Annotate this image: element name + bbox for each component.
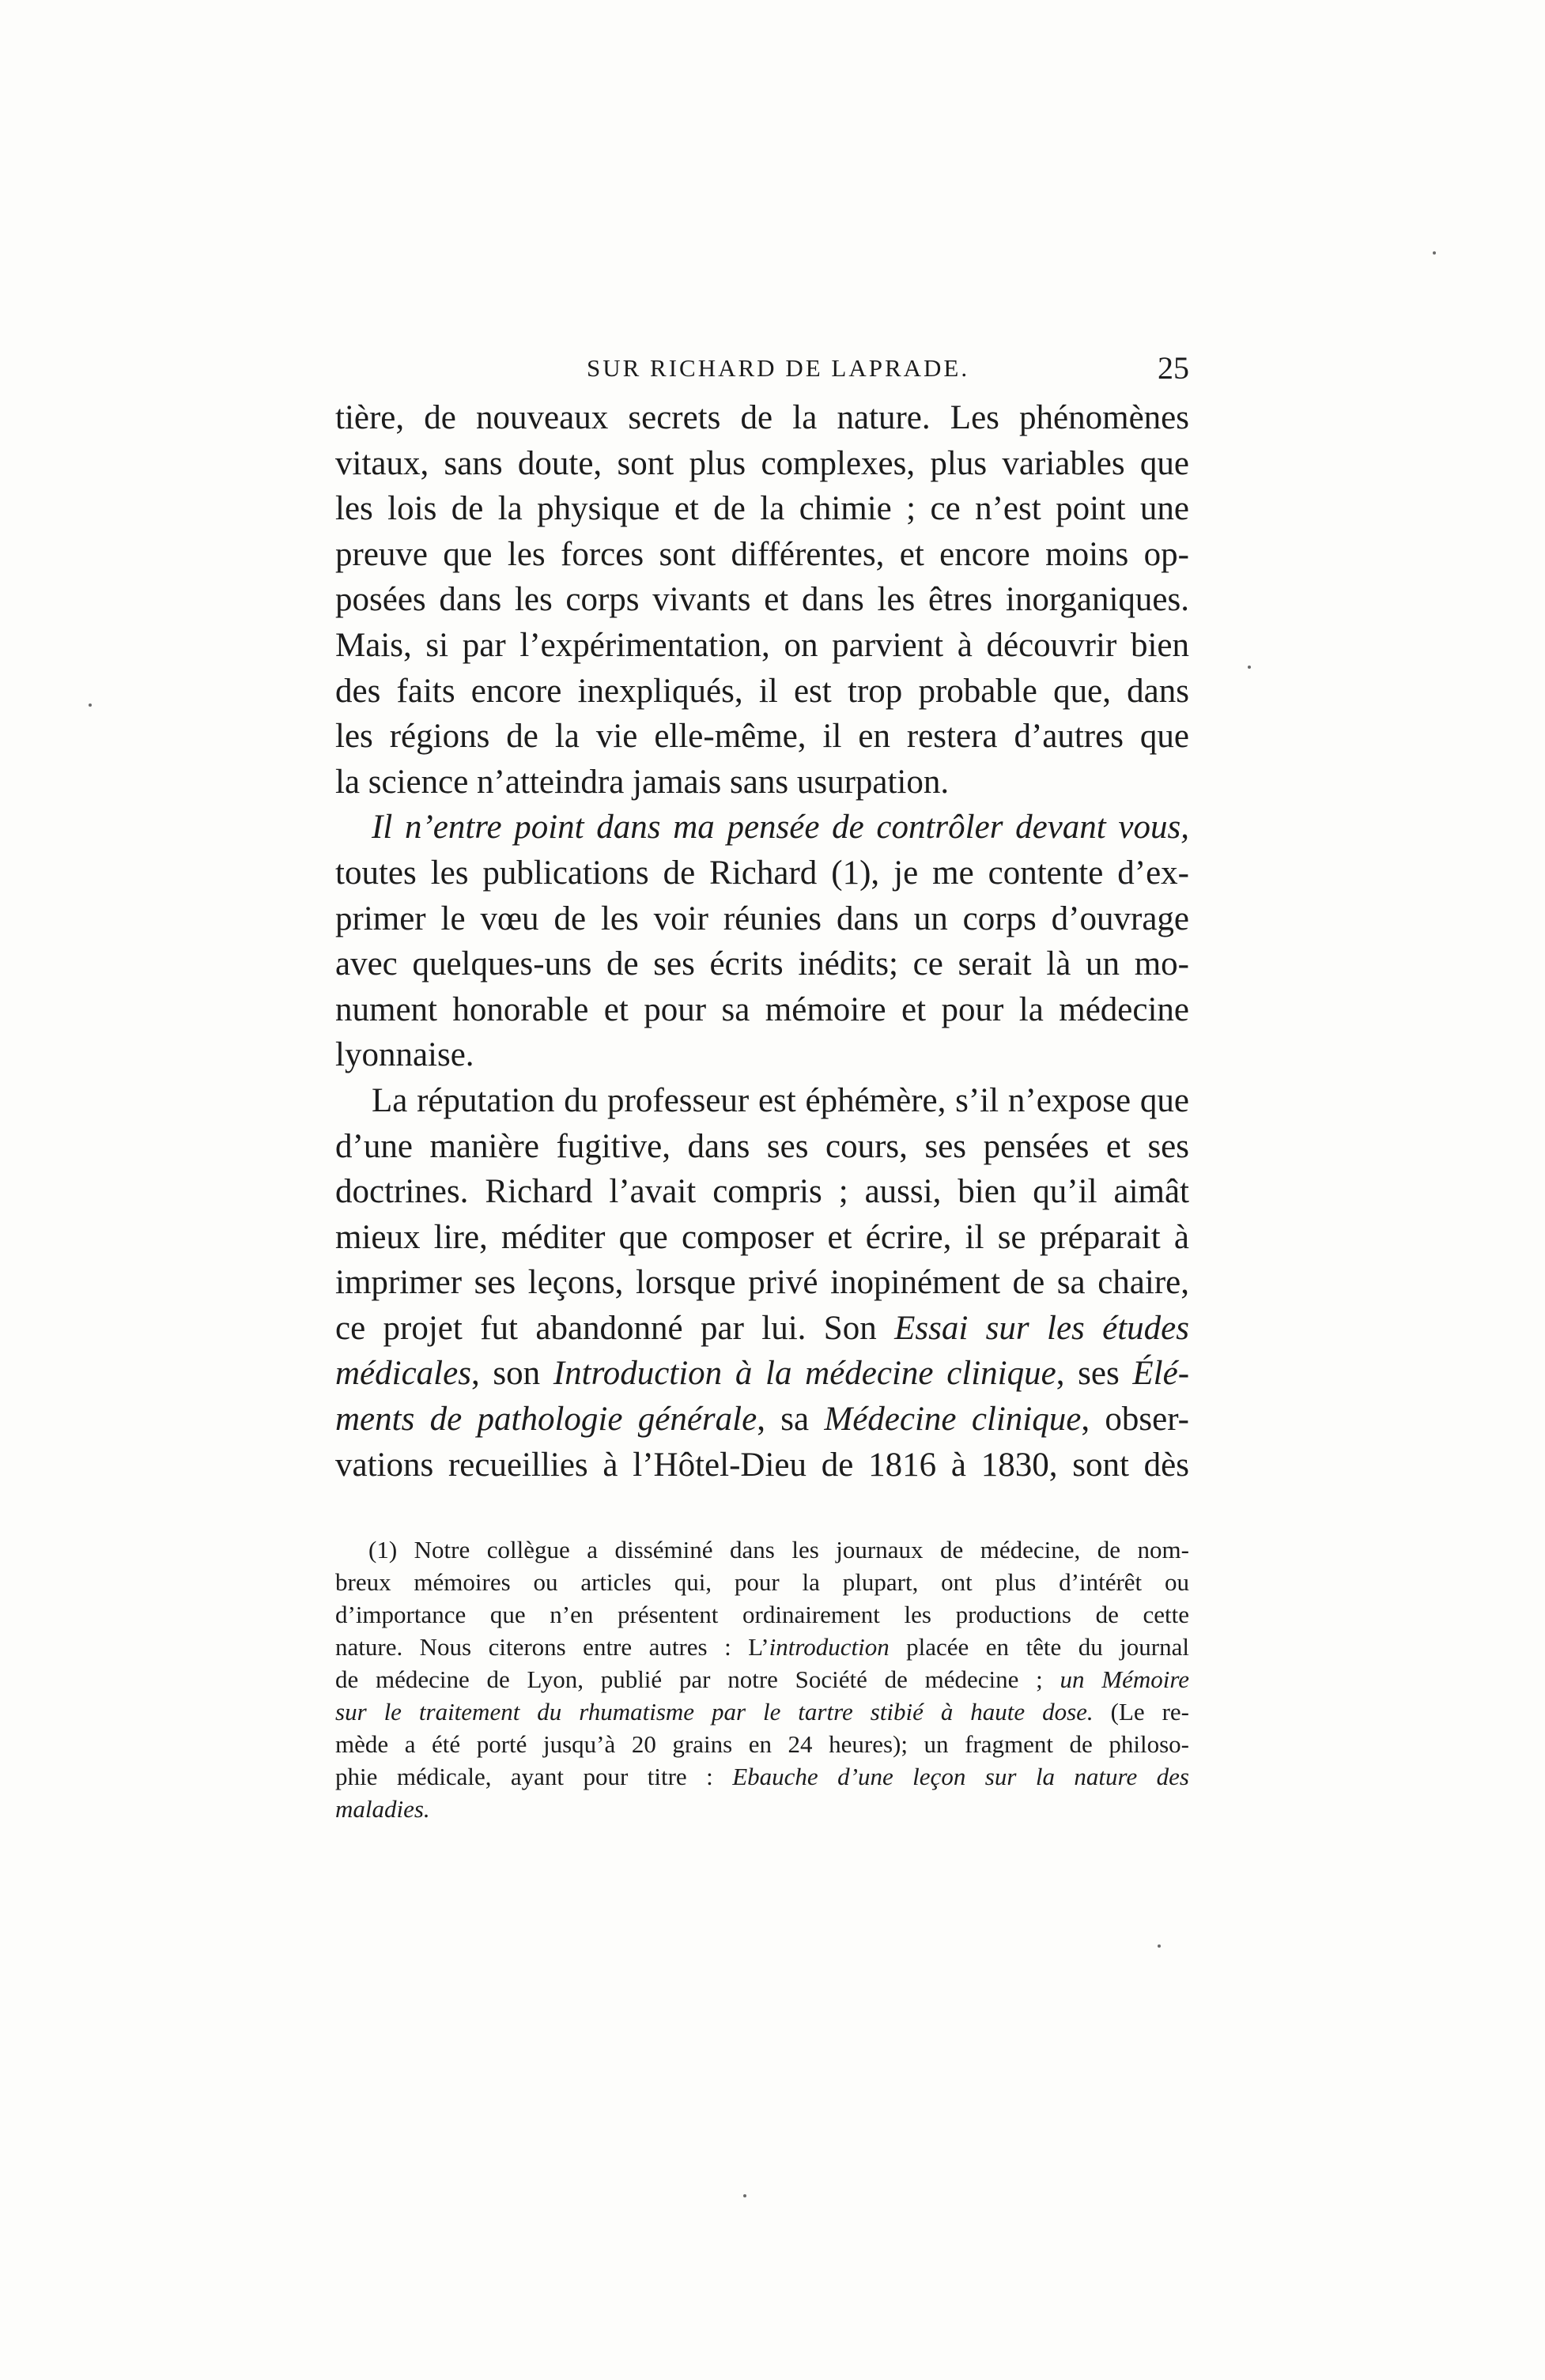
text-segment: phie médicale, ayant pour titre : bbox=[335, 1763, 713, 1790]
footnote-line bbox=[335, 1695, 1189, 1728]
text-line: d’une manière fugitive, dans ses cours, ses pensées et ses bbox=[335, 1127, 1189, 1165]
footnote-line: (1) Notre collègue a disséminé dans les journaux de médecine, de nom- bbox=[368, 1536, 1189, 1563]
text-line: les régions de la vie elle-même, il en restera d’autres que bbox=[335, 718, 1189, 756]
footnote-line: breux mémoires ou articles qui, pour la plupart, ont plus d’intérêt ou bbox=[335, 1568, 1189, 1596]
text-segment: , sa bbox=[757, 1401, 810, 1439]
italic-title: médicales bbox=[335, 1355, 471, 1393]
footnote-line: d’importance que n’en présentent ordinairement les productions de cette bbox=[335, 1601, 1189, 1628]
italic-title: un Mémoire bbox=[1060, 1665, 1190, 1693]
text-line bbox=[335, 1351, 1189, 1397]
text-line: La réputation du professeur est éphémère, s’il n’expose que bbox=[372, 1081, 1189, 1119]
text-segment: , ses bbox=[1056, 1355, 1120, 1393]
footnote-line bbox=[335, 1663, 1189, 1695]
text-line: preuve que les forces sont différentes, et encore moins op- bbox=[335, 535, 1189, 573]
text-segment: de médecine de Lyon, publié par notre Société de médecine ; bbox=[335, 1665, 1043, 1693]
text-line: primer le vœu de les voir réunies dans un corps d’ouvrage bbox=[335, 900, 1189, 937]
paper-speck bbox=[1248, 666, 1251, 669]
text-segment: , obser- bbox=[1081, 1401, 1189, 1439]
text-segment: placée en tête du journal bbox=[889, 1633, 1189, 1661]
text-line: Mais, si par l’expérimentation, on parvient à découvrir bien bbox=[335, 626, 1189, 664]
text-line: imprimer ses leçons, lorsque privé inopinément de sa chaire, bbox=[335, 1264, 1189, 1302]
italic-title: maladies. bbox=[335, 1795, 430, 1823]
text-line: posées dans les corps vivants et dans les êtres inorganiques. bbox=[335, 581, 1189, 619]
italic-title: Ebauche d’une leçon sur la nature des bbox=[732, 1763, 1189, 1790]
footnote-line bbox=[335, 1631, 1189, 1663]
text-line: des faits encore inexpliqués, il est trop probable que, dans bbox=[335, 672, 1189, 710]
text-line bbox=[335, 805, 1189, 851]
text-line: avec quelques-uns de ses écrits inédits; ce serait là un mo- bbox=[335, 945, 1189, 983]
page-header bbox=[335, 351, 1189, 390]
footnote-block bbox=[335, 1533, 1189, 1825]
paper-speck bbox=[89, 703, 92, 707]
footnote-line bbox=[335, 1760, 1189, 1793]
page-number: 25 bbox=[1158, 350, 1189, 386]
text-line: nument honorable et pour sa mémoire et pour la médecine bbox=[335, 990, 1189, 1028]
italic-title: sur le traitement du rhumatisme par le tartre stibié à haute dose. bbox=[335, 1698, 1094, 1726]
paper-speck bbox=[1433, 251, 1436, 255]
text-line: doctrines. Richard l’avait compris ; aussi, bien qu’il aimât bbox=[335, 1173, 1189, 1211]
text-segment: , son bbox=[470, 1355, 541, 1393]
running-head: SUR RICHARD DE LAPRADE. bbox=[587, 354, 970, 382]
paper-speck bbox=[743, 2194, 746, 2197]
text-line: toutes les publications de Richard (1), je me contente d’ex- bbox=[335, 854, 1189, 892]
italic-title: Médecine clinique bbox=[824, 1401, 1082, 1439]
text-line: les lois de la physique et de la chimie ; ce n’est point une bbox=[335, 490, 1189, 528]
text-line: la science n’atteindra jamais sans usurpation. bbox=[335, 763, 950, 801]
text-line: vations recueillies à l’Hôtel-Dieu de 1816 à 1830, sont dès bbox=[335, 1446, 1189, 1484]
italic-title: Essai sur les études bbox=[894, 1309, 1189, 1347]
text-line: lyonnaise. bbox=[335, 1036, 474, 1074]
footnote-line: mède a été porté jusqu’à 20 grains en 24 heures); un fragment de philoso- bbox=[335, 1730, 1189, 1758]
italic-phrase: Il n’entre point dans ma pensée de contrôler devant vous, bbox=[372, 809, 1189, 847]
text-segment: nature. Nous citerons entre autres : L’ bbox=[335, 1633, 769, 1661]
text-line: mieux lire, méditer que composer et écrire, il se préparait à bbox=[335, 1218, 1189, 1256]
text-line bbox=[335, 1306, 1189, 1352]
main-text bbox=[335, 395, 1189, 1488]
text-segment: (Le re- bbox=[1110, 1698, 1189, 1726]
text-line bbox=[335, 1397, 1189, 1443]
text-line: vitaux, sans doute, sont plus complexes, plus variables que bbox=[335, 444, 1189, 482]
paper-speck bbox=[1158, 1944, 1161, 1948]
footnote-line bbox=[335, 1793, 1189, 1825]
italic-title: Introduction à la médecine clinique bbox=[553, 1355, 1056, 1393]
italic-title: ments de pathologie générale bbox=[335, 1401, 757, 1439]
italic-title: introduction bbox=[769, 1633, 890, 1661]
text-segment: ce projet fut abandonné par lui. Son bbox=[335, 1309, 877, 1347]
italic-title: Élé- bbox=[1132, 1355, 1190, 1393]
text-line: tière, de nouveaux secrets de la nature. Les phénomènes bbox=[335, 399, 1189, 436]
